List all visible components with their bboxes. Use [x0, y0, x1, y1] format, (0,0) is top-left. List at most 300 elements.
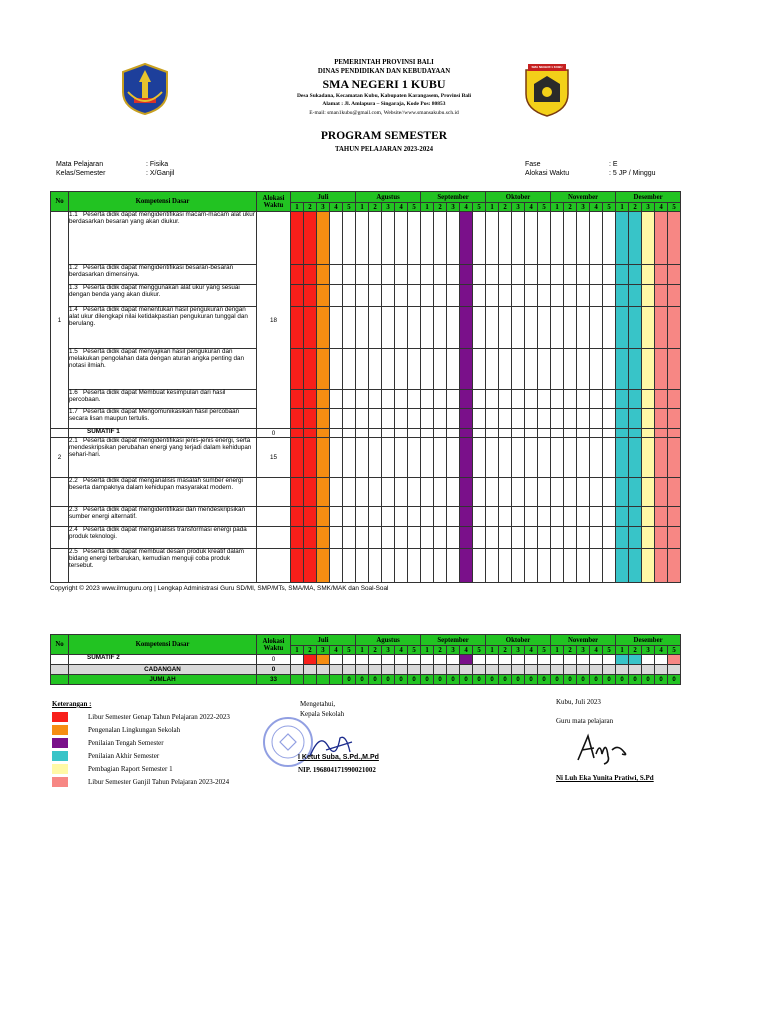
week-cell — [369, 478, 382, 507]
week-cell — [564, 390, 577, 409]
legend-text: Penilaian Tengah Semester — [88, 739, 164, 747]
week-cell — [395, 409, 408, 429]
week-cell — [512, 665, 525, 675]
week-cell — [642, 349, 655, 390]
week-cell — [551, 478, 564, 507]
week-cell — [551, 212, 564, 265]
week-cell — [603, 409, 616, 429]
kd-text — [69, 409, 257, 429]
week-cell — [525, 438, 538, 478]
header-kd-2: Kompetensi Dasar — [69, 635, 257, 655]
table-row — [51, 307, 681, 349]
week-cell — [434, 429, 447, 438]
week-cell — [590, 212, 603, 265]
program-table — [50, 191, 681, 583]
week-cell — [317, 655, 330, 665]
week-cell — [434, 665, 447, 675]
week-cell — [668, 438, 681, 478]
week-cell — [291, 478, 304, 507]
week-cell — [447, 390, 460, 409]
week-cell — [551, 307, 564, 349]
week-cell — [460, 429, 473, 438]
week-cell — [577, 265, 590, 285]
week-header: 2 — [304, 646, 317, 655]
kd-text — [69, 285, 257, 307]
week-cell — [356, 409, 369, 429]
table-row — [51, 507, 681, 527]
legend-text: Pembagian Raport Semester 1 — [88, 765, 173, 773]
week-cell — [655, 429, 668, 438]
week-cell — [668, 265, 681, 285]
week-cell — [590, 285, 603, 307]
week-cell — [317, 349, 330, 390]
week-cell — [486, 409, 499, 429]
week-cell — [655, 265, 668, 285]
week-cell: 0 — [460, 675, 473, 685]
week-cell — [330, 549, 343, 583]
week-cell — [460, 409, 473, 429]
week-cell — [538, 527, 551, 549]
week-header: 4 — [525, 646, 538, 655]
week-cell — [408, 665, 421, 675]
week-cell — [421, 212, 434, 265]
week-header: 5 — [603, 203, 616, 212]
legend-swatch — [52, 738, 68, 748]
week-cell — [447, 478, 460, 507]
week-cell — [512, 212, 525, 265]
week-cell — [317, 409, 330, 429]
week-cell — [473, 307, 486, 349]
week-cell — [512, 438, 525, 478]
week-cell — [447, 349, 460, 390]
kd-text — [69, 438, 257, 478]
week-cell — [434, 438, 447, 478]
week-cell — [421, 665, 434, 675]
week-cell — [655, 307, 668, 349]
week-cell — [421, 349, 434, 390]
week-cell — [668, 549, 681, 583]
week-cell — [629, 429, 642, 438]
week-cell — [603, 429, 616, 438]
week-cell — [486, 549, 499, 583]
week-cell — [382, 655, 395, 665]
week-cell — [395, 429, 408, 438]
week-cell — [382, 285, 395, 307]
kd-description: Peserta didik dapat mengidentifikasi macam-macam alat ukur berdasarkan besaran yang akan diukur. — [69, 211, 255, 225]
week-cell — [330, 655, 343, 665]
week-header: 1 — [551, 203, 564, 212]
week-header: 4 — [590, 646, 603, 655]
week-cell — [291, 675, 304, 685]
week-cell — [330, 307, 343, 349]
header-alokasi-2: Alokasi Waktu — [257, 635, 291, 655]
week-cell — [330, 675, 343, 685]
week-cell — [421, 527, 434, 549]
fase-value: : E — [609, 161, 618, 168]
week-cell — [304, 429, 317, 438]
week-cell: 0 — [434, 675, 447, 685]
week-cell — [408, 349, 421, 390]
week-cell — [577, 285, 590, 307]
week-cell — [356, 527, 369, 549]
week-header: 4 — [590, 203, 603, 212]
week-cell — [512, 507, 525, 527]
week-cell — [291, 212, 304, 265]
week-cell: 0 — [603, 675, 616, 685]
legend-text: Pengenalan Lingkungan Sekolah — [88, 726, 181, 734]
week-cell — [564, 438, 577, 478]
copyright-text: Copyright © 2023 www.ilmuguru.org | Lengkap Administrasi Guru SD/MI, SMP/MTs, SMA/MA, SMK/MAK dan Soal-Soal — [50, 585, 389, 592]
week-cell — [421, 390, 434, 409]
week-cell — [577, 409, 590, 429]
week-cell — [642, 265, 655, 285]
kd-description: Peserta didik dapat membuat desain produk kreatif dalam bidang energi terbarukan, kemudian menguji coba produk tersebut. — [69, 548, 245, 569]
kd-number: 2.1 — [69, 437, 78, 444]
week-cell — [382, 507, 395, 527]
week-header: 2 — [434, 646, 447, 655]
week-cell — [629, 409, 642, 429]
week-cell — [304, 390, 317, 409]
mapel-value: : Fisika — [146, 161, 169, 168]
sumatif-label: SUMATIF 1 — [69, 429, 257, 438]
week-header: 3 — [317, 646, 330, 655]
week-header: 5 — [668, 203, 681, 212]
week-cell — [434, 390, 447, 409]
week-cell — [447, 285, 460, 307]
week-cell — [551, 549, 564, 583]
address-line3: E-mail: sman1kubu@gmail.com, Website//www.smansakubu.sch.id — [309, 110, 459, 116]
week-cell — [642, 212, 655, 265]
kd-text — [69, 390, 257, 409]
week-cell — [538, 429, 551, 438]
week-header: 4 — [330, 203, 343, 212]
kepala-sekolah-label: Kepala Sekolah — [300, 710, 345, 718]
week-cell — [291, 285, 304, 307]
week-header: 4 — [525, 203, 538, 212]
week-cell — [343, 212, 356, 265]
summary-value: 33 — [257, 675, 291, 685]
week-header: 1 — [486, 203, 499, 212]
meta-left — [56, 161, 256, 178]
week-cell — [356, 307, 369, 349]
kd-number: 1.5 — [69, 348, 78, 355]
kepala-nip: NIP. 196804171990021002 — [298, 766, 376, 774]
week-cell — [538, 438, 551, 478]
week-cell — [668, 478, 681, 507]
week-cell — [447, 212, 460, 265]
week-cell — [655, 655, 668, 665]
week-cell — [577, 527, 590, 549]
week-cell — [291, 438, 304, 478]
week-cell — [564, 527, 577, 549]
month-agustus-2: Agustus — [356, 635, 421, 646]
week-cell — [629, 285, 642, 307]
week-cell — [434, 307, 447, 349]
kd-number: 1.4 — [69, 306, 78, 313]
week-header: 1 — [551, 646, 564, 655]
summary-label: SUMATIF 2 — [69, 655, 257, 665]
week-cell — [668, 409, 681, 429]
week-cell: 0 — [421, 675, 434, 685]
week-header: 2 — [629, 203, 642, 212]
page-subtitle: TAHUN PELAJARAN 2023-2024 — [334, 146, 434, 153]
summary-row — [51, 675, 681, 685]
table-row — [51, 438, 681, 478]
week-cell: 0 — [486, 675, 499, 685]
week-cell — [577, 507, 590, 527]
week-cell — [447, 655, 460, 665]
week-cell — [447, 665, 460, 675]
week-cell — [538, 349, 551, 390]
week-cell — [538, 390, 551, 409]
week-cell: 0 — [473, 675, 486, 685]
week-cell — [603, 665, 616, 675]
header-line1: PEMERINTAH PROVINSI BALI — [334, 59, 434, 66]
week-cell — [291, 527, 304, 549]
week-header: 5 — [343, 203, 356, 212]
week-cell — [369, 390, 382, 409]
week-cell — [434, 655, 447, 665]
week-cell — [369, 665, 382, 675]
week-cell — [642, 409, 655, 429]
week-cell — [460, 438, 473, 478]
week-cell — [343, 307, 356, 349]
week-cell — [356, 665, 369, 675]
sumatif-value: 0 — [257, 429, 291, 438]
week-cell — [317, 478, 330, 507]
week-cell — [434, 285, 447, 307]
week-cell — [603, 349, 616, 390]
week-header: 4 — [460, 203, 473, 212]
week-cell — [356, 265, 369, 285]
legend-swatch — [52, 764, 68, 774]
week-cell — [499, 527, 512, 549]
meta-right — [525, 161, 725, 178]
week-cell: 0 — [382, 675, 395, 685]
week-cell — [460, 349, 473, 390]
week-cell — [382, 212, 395, 265]
week-header: 3 — [642, 646, 655, 655]
week-cell — [525, 349, 538, 390]
week-cell — [343, 655, 356, 665]
legend-swatch — [52, 725, 68, 735]
week-cell — [304, 675, 317, 685]
week-cell — [434, 549, 447, 583]
week-cell — [369, 655, 382, 665]
guru-signature — [572, 730, 632, 766]
week-cell — [616, 478, 629, 507]
week-cell — [590, 409, 603, 429]
week-cell — [343, 390, 356, 409]
week-cell — [642, 390, 655, 409]
week-header: 4 — [395, 646, 408, 655]
week-cell — [330, 429, 343, 438]
week-cell — [564, 665, 577, 675]
week-cell — [616, 349, 629, 390]
week-cell — [668, 507, 681, 527]
week-cell — [356, 390, 369, 409]
week-cell — [629, 549, 642, 583]
week-cell — [317, 285, 330, 307]
week-cell — [486, 212, 499, 265]
week-cell — [525, 478, 538, 507]
week-cell — [590, 507, 603, 527]
week-cell — [486, 429, 499, 438]
week-cell — [356, 478, 369, 507]
week-cell — [460, 285, 473, 307]
week-cell — [629, 390, 642, 409]
week-cell — [408, 265, 421, 285]
week-cell — [356, 285, 369, 307]
table-row — [51, 549, 681, 583]
alokasi-value: : 5 JP / Minggu — [609, 169, 656, 177]
week-cell — [616, 655, 629, 665]
week-cell — [408, 409, 421, 429]
empty-cell — [257, 549, 291, 583]
week-cell — [512, 285, 525, 307]
week-cell — [486, 307, 499, 349]
week-header: 2 — [499, 203, 512, 212]
week-cell — [642, 307, 655, 349]
week-cell — [590, 527, 603, 549]
week-cell — [408, 655, 421, 665]
kd-number: 2.4 — [69, 526, 78, 533]
week-cell — [317, 429, 330, 438]
week-header: 5 — [538, 646, 551, 655]
week-header: 5 — [473, 646, 486, 655]
kd-description: Peserta didik dapat menentukan hasil pengukuran dengan alat ukur dilengkapi nilai ketidakpastian pengukuran tunggal dan berulang. — [69, 306, 248, 327]
week-header: 3 — [512, 646, 525, 655]
week-cell — [330, 390, 343, 409]
week-cell — [616, 665, 629, 675]
week-cell — [317, 549, 330, 583]
week-cell — [356, 438, 369, 478]
legend-swatch — [52, 751, 68, 761]
week-cell — [343, 429, 356, 438]
mengetahui-label: Mengetahui, — [300, 700, 336, 708]
month-desember: Desember — [616, 192, 681, 203]
alokasi-value: 15 — [257, 438, 291, 478]
week-cell — [343, 349, 356, 390]
week-cell — [369, 349, 382, 390]
week-cell — [538, 665, 551, 675]
kd-description: Peserta didik dapat mengidentifikasi besaran-besaran berdasarkan dimensinya. — [69, 264, 234, 278]
week-cell — [447, 307, 460, 349]
summary-row — [51, 665, 681, 675]
week-cell — [395, 265, 408, 285]
week-cell — [499, 507, 512, 527]
week-header: 4 — [655, 203, 668, 212]
row-number: 2 — [51, 438, 69, 478]
week-cell — [460, 507, 473, 527]
week-cell — [642, 549, 655, 583]
week-cell — [486, 655, 499, 665]
week-cell — [317, 438, 330, 478]
fase-label: Fase — [525, 161, 541, 168]
week-cell — [473, 438, 486, 478]
week-cell — [330, 665, 343, 675]
week-header: 2 — [434, 203, 447, 212]
week-cell — [434, 349, 447, 390]
place-date: Kubu, Juli 2023 — [556, 698, 601, 706]
kepala-name: I Ketut Suba, S.Pd.,M.Pd — [298, 754, 379, 761]
week-cell — [564, 507, 577, 527]
week-cell — [525, 409, 538, 429]
row-number: 1 — [51, 212, 69, 429]
week-cell — [460, 265, 473, 285]
week-cell — [629, 655, 642, 665]
summary-row — [51, 655, 681, 665]
week-cell — [343, 478, 356, 507]
week-cell — [655, 349, 668, 390]
week-cell — [408, 549, 421, 583]
empty-cell — [51, 478, 69, 507]
week-cell — [616, 307, 629, 349]
week-cell — [525, 655, 538, 665]
kd-description: Peserta didik dapat mengidentifikasi dan mendeskripsikan sumber energi alternatif. — [69, 506, 246, 520]
summary-label: CADANGAN — [69, 665, 257, 675]
week-cell: 0 — [668, 675, 681, 685]
week-cell — [590, 307, 603, 349]
week-header: 1 — [356, 646, 369, 655]
month-juli: Juli — [291, 192, 356, 203]
week-cell: 0 — [538, 675, 551, 685]
week-cell — [408, 285, 421, 307]
week-cell — [655, 549, 668, 583]
week-cell — [317, 527, 330, 549]
alokasi-value: 18 — [257, 212, 291, 429]
kd-number: 2.3 — [69, 506, 78, 513]
week-cell — [551, 438, 564, 478]
month-november: November — [551, 192, 616, 203]
table-row — [51, 212, 681, 265]
guru-label: Guru mata pelajaran — [556, 717, 614, 725]
week-cell — [460, 307, 473, 349]
week-header: 5 — [473, 203, 486, 212]
week-cell — [408, 478, 421, 507]
week-cell — [291, 390, 304, 409]
week-cell — [525, 307, 538, 349]
week-cell — [486, 527, 499, 549]
week-cell — [525, 549, 538, 583]
summary-value: 0 — [257, 665, 291, 675]
week-cell — [590, 265, 603, 285]
week-cell — [473, 265, 486, 285]
alokasi-label: Alokasi Waktu — [525, 169, 570, 177]
empty-cell — [257, 478, 291, 507]
week-cell: 0 — [447, 675, 460, 685]
week-header: 2 — [499, 646, 512, 655]
week-cell — [629, 212, 642, 265]
week-cell — [343, 527, 356, 549]
week-cell — [499, 212, 512, 265]
week-header: 5 — [408, 203, 421, 212]
legend-swatch — [52, 712, 68, 722]
week-cell — [434, 212, 447, 265]
week-cell — [551, 527, 564, 549]
week-cell — [499, 265, 512, 285]
week-cell — [668, 349, 681, 390]
week-cell — [304, 212, 317, 265]
week-header: 2 — [564, 203, 577, 212]
week-cell — [590, 478, 603, 507]
empty-cell — [51, 429, 69, 438]
week-cell — [421, 478, 434, 507]
week-cell — [291, 409, 304, 429]
week-cell — [564, 349, 577, 390]
week-cell — [512, 265, 525, 285]
week-cell — [525, 665, 538, 675]
